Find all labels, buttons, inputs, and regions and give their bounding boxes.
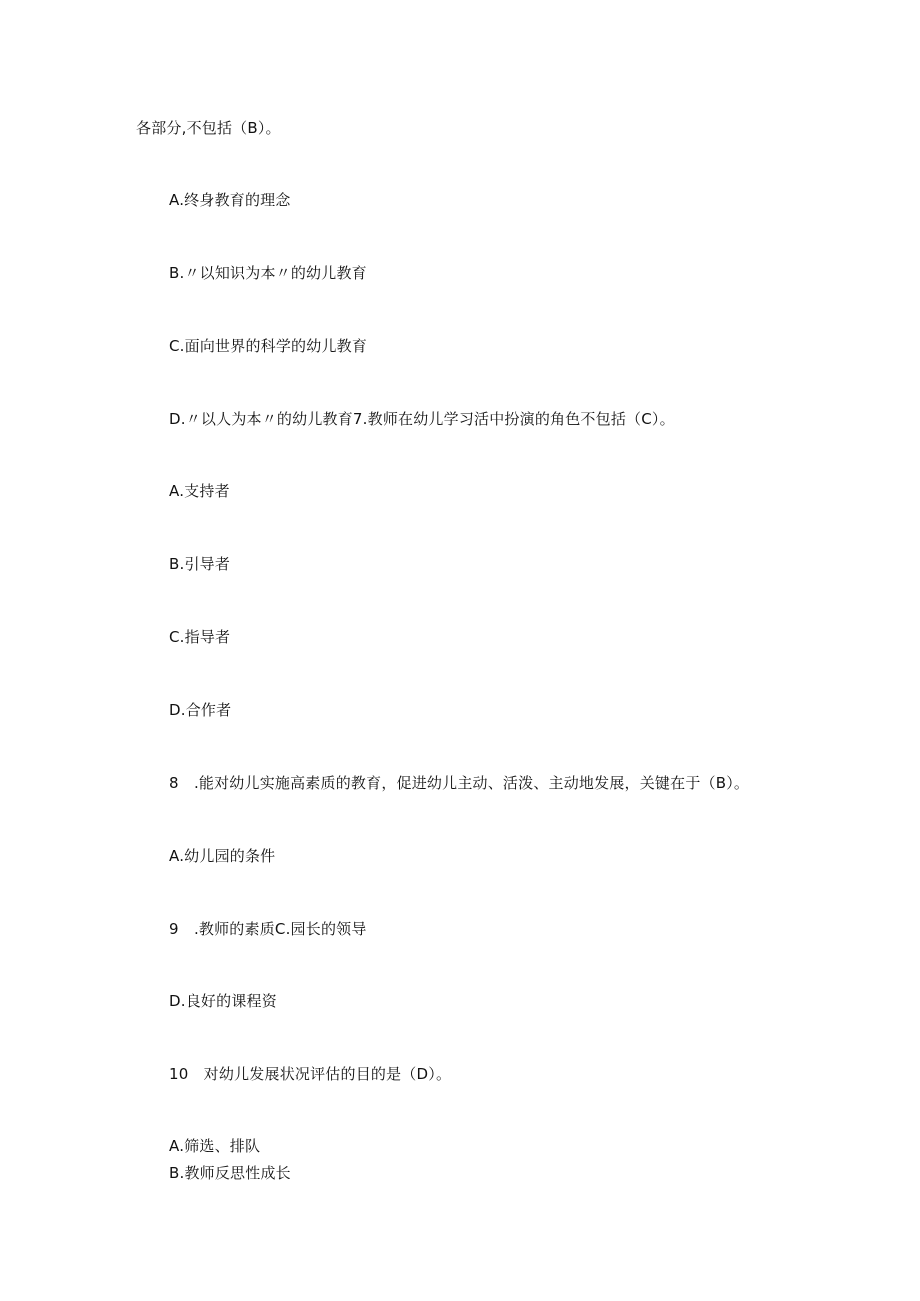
- option-a-kindergarten-conditions: A.幼儿园的条件: [169, 847, 276, 865]
- option-b-teacher-growth: B.教师反思性成长: [169, 1164, 291, 1182]
- option-c-world-science: C.面向世界的科学的幼儿教育: [169, 337, 368, 355]
- question-8: 8 .能对幼儿实施高素质的教育，促进幼儿主动、活泼、主动地发展，关键在于（B）。: [169, 774, 750, 792]
- option-b-guide: B.引导者: [169, 555, 231, 573]
- option-d-collaborator: D.合作者: [169, 701, 232, 719]
- option-d-curriculum: D.良好的课程资: [169, 992, 277, 1010]
- option-a-screening: A.筛选、排队: [169, 1137, 261, 1155]
- option-c-instructor: C.指导者: [169, 628, 231, 646]
- question-10: 10 对幼儿发展状况评估的目的是（D）。: [169, 1065, 452, 1083]
- question-continuation: 各部分,不包括（B）。: [136, 119, 281, 137]
- question-9-line: 9 .教师的素质C.园长的领导: [169, 920, 367, 938]
- option-a-lifelong-education: A.终身教育的理念: [169, 191, 291, 209]
- option-b-knowledge-based: B.〃以知识为本〃的幼儿教育: [169, 264, 367, 282]
- option-a-supporter: A.支持者: [169, 482, 230, 500]
- option-d-and-question-7: D.〃以人为本〃的幼儿教育7.教师在幼儿学习活中扮演的角色不包括（C）。: [169, 410, 675, 428]
